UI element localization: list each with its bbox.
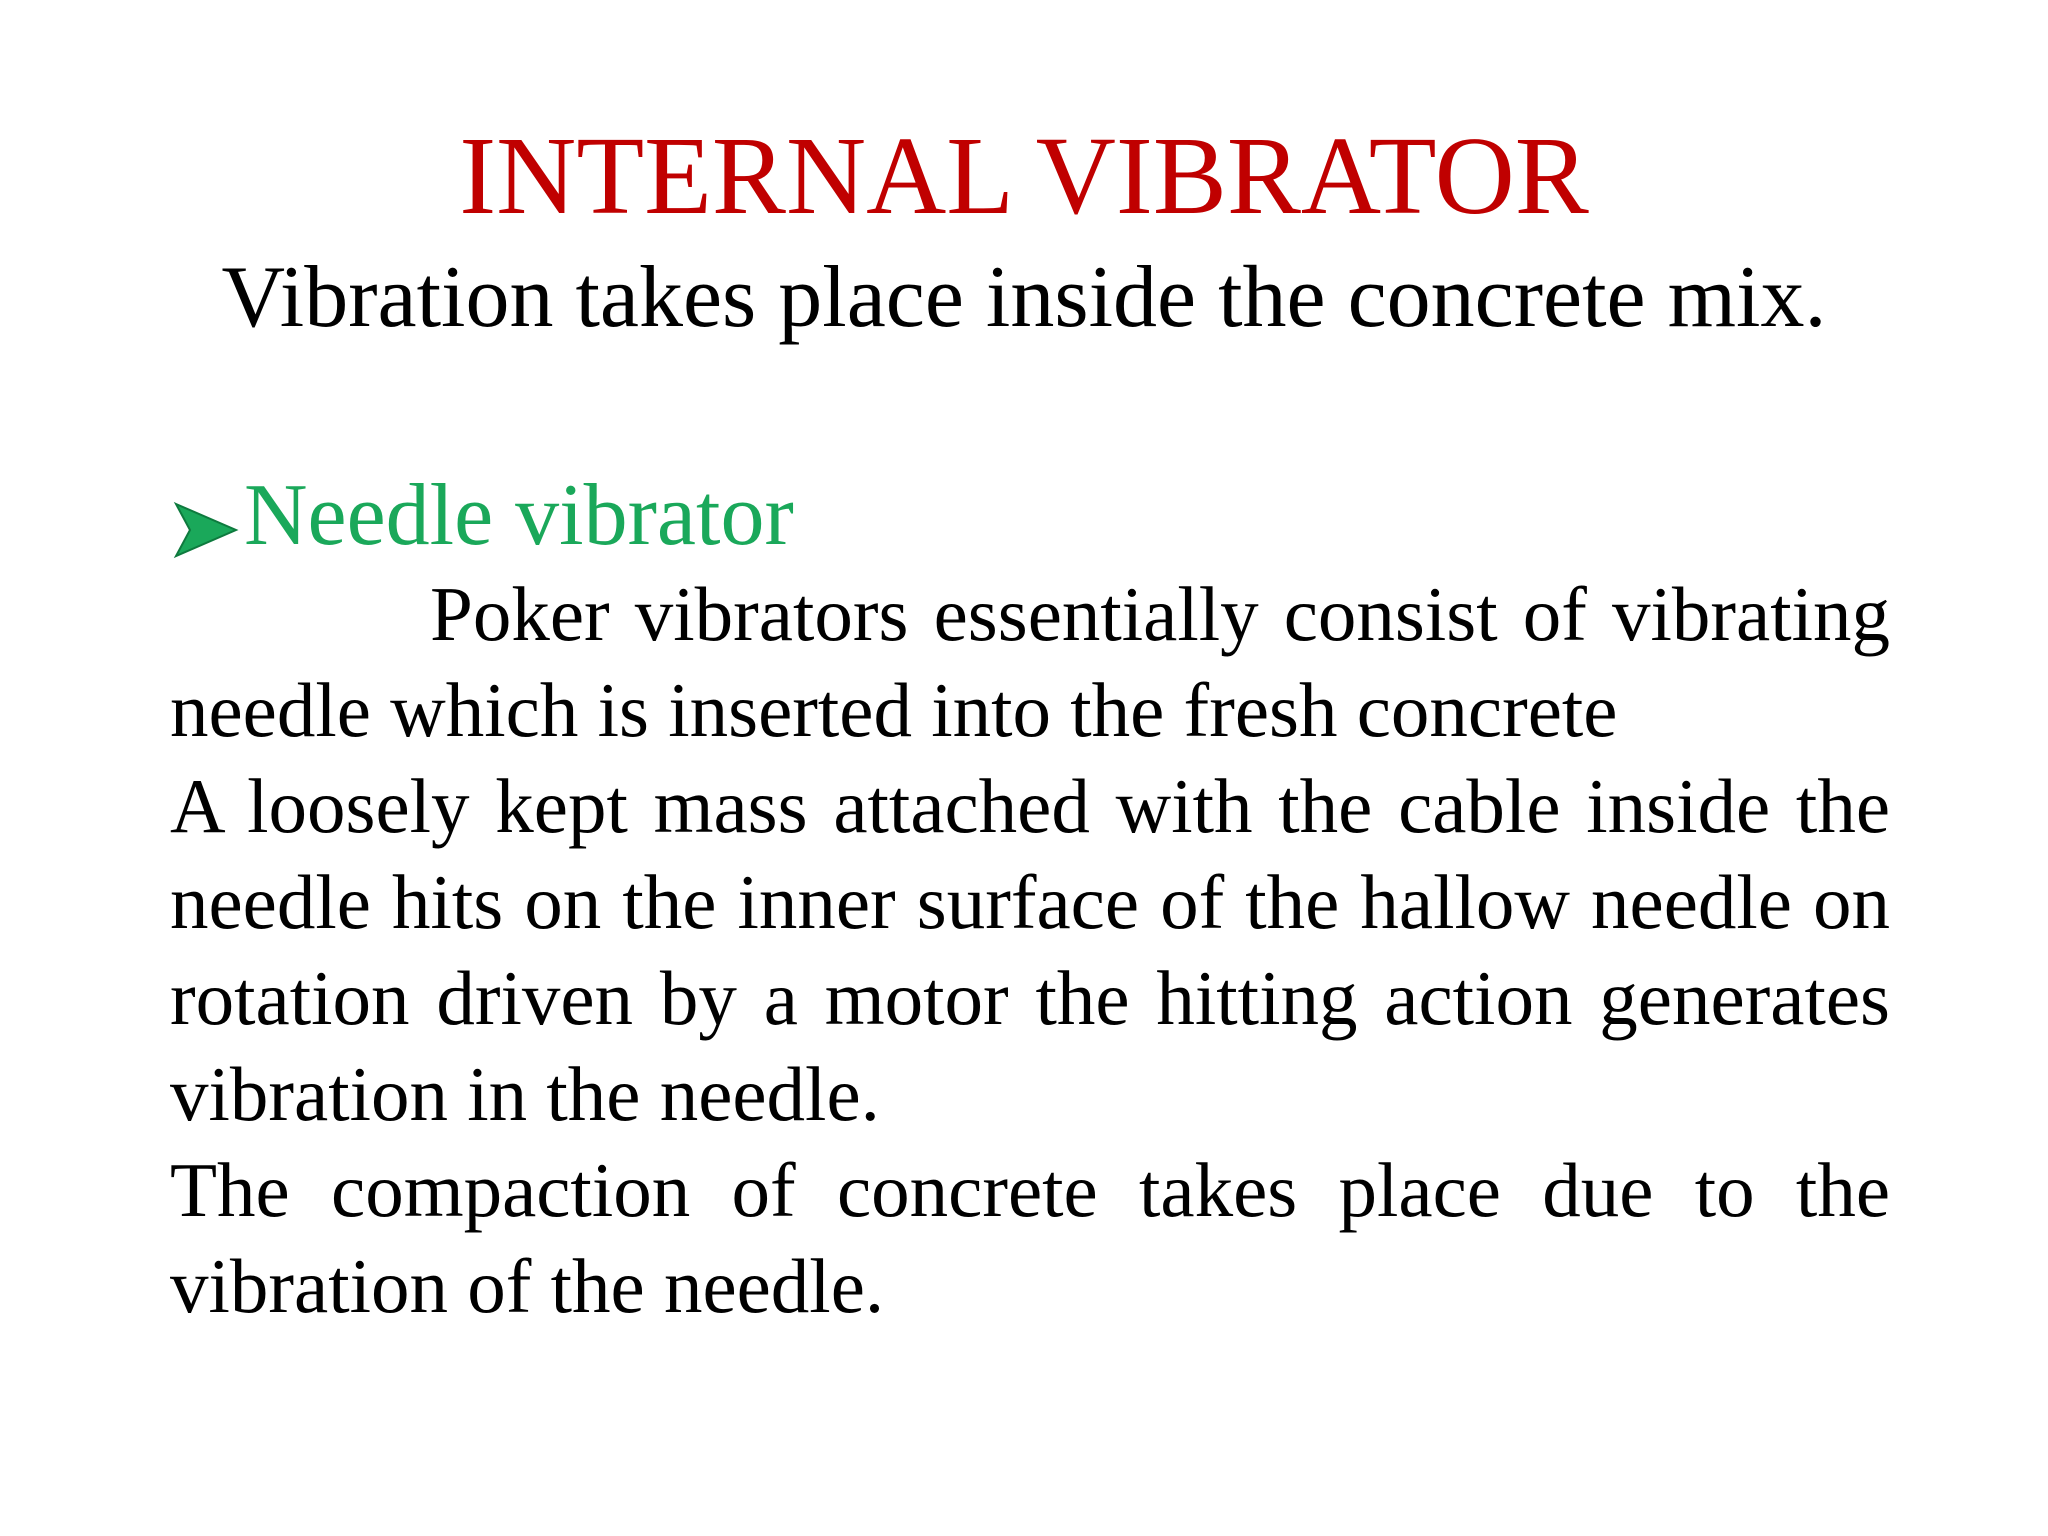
- body-text: [170, 566, 1890, 1334]
- paragraph-loosely-kept-mass: A loosely kept mass attached with the cable inside the needle hits on the inner surface of the hallow needle on rotation driven by a motor the hitting action generates vibration in the needle.: [170, 763, 1890, 1137]
- slide-subtitle: Vibration takes place inside the concrete mix.: [221, 249, 1827, 346]
- slide-title: INTERNAL VIBRATOR: [459, 115, 1589, 238]
- bullet-heading: [170, 466, 794, 566]
- arrowhead-bullet-icon: [170, 484, 242, 548]
- paragraph-poker-vibrators: Poker vibrators essentially consist of vibrating needle which is inserted into the fresh concrete: [170, 571, 1890, 753]
- paragraph-compaction: The compaction of concrete takes place due to the vibration of the needle.: [170, 1147, 1890, 1329]
- bullet-heading-label: Needle vibrator: [244, 467, 794, 564]
